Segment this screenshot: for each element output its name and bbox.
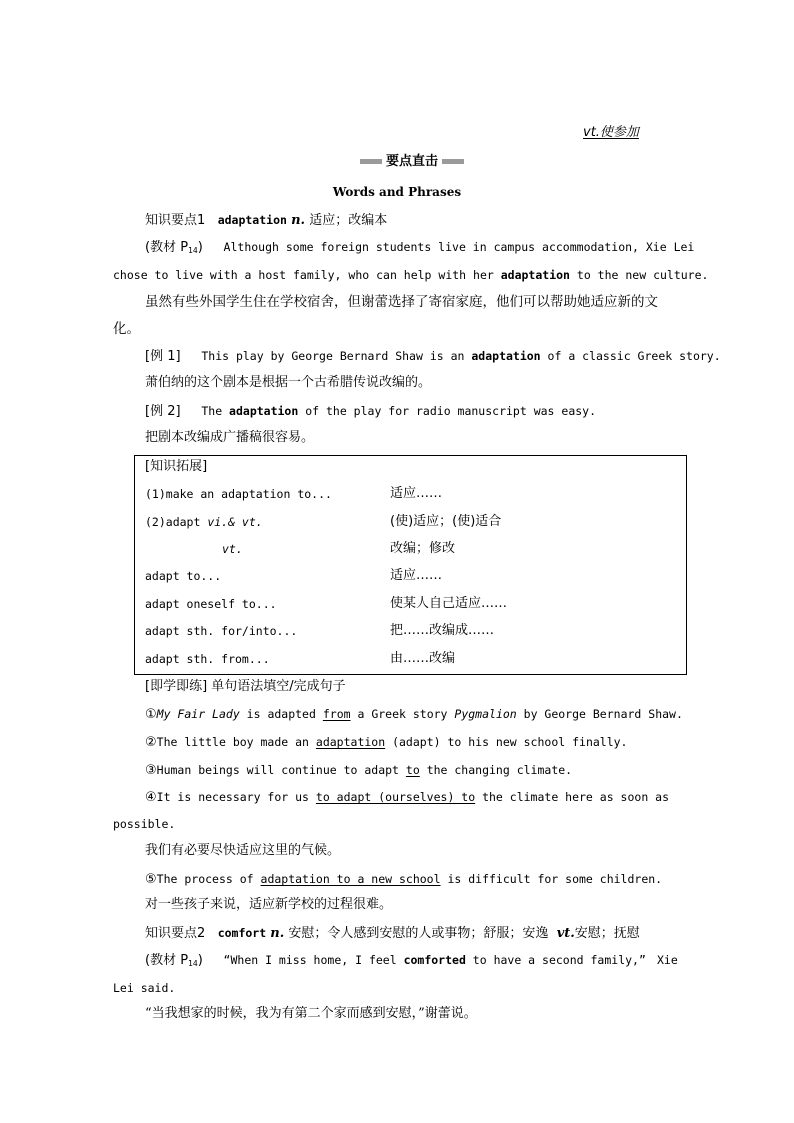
header-note: vt.使参加 [583,125,639,140]
point1-translation-line2: 化。 [113,321,140,337]
point2-translation: “当我想家的时候，我为有第二个家而感到安慰，”谢蕾说。 [145,1006,477,1021]
extension-row-6-cn: 把……改编成…… [390,623,495,638]
practice-q4-line2: possible. [113,817,176,831]
practice-q2: ②The little boy made an adaptation (adapt) to his new school finally. [145,735,628,750]
extension-row-7: adapt sth. from... [145,652,270,666]
section-banner-label: 要点直击 [382,153,442,170]
example2: [例 2] The adaptation of the play for radio manuscript was easy. [145,404,597,419]
point1-heading: 知识要点1 adaptation n. 适应；改编本 [145,213,388,228]
extension-row-5-cn: 使某人自己适应…… [390,596,508,611]
practice-q3: ③Human beings will continue to adapt to the changing climate. [145,763,573,778]
practice-q4-translation: 我们有必要尽快适应这里的气候。 [145,843,341,858]
practice-q4: ④It is necessary for us to adapt (ourselves) to the climate here as soon as [145,790,670,805]
extension-row-2-cn: (使)适应；(使)适合 [390,514,502,529]
point2-source-line1: (教材 $P_{14}$) “When I miss home, I feel comforted to have a second family,” [145,953,646,968]
extension-row-1: (1)make an adaptation to... [145,487,332,501]
extension-row-7-cn: 由……改编 [390,651,456,666]
practice-q5: ⑤The process of adaptation to a new school is difficult for some children. [145,872,663,887]
extension-row-4: adapt to... [145,569,222,583]
extension-row-4-cn: 适应…… [390,568,443,583]
point1-source-line1: (教材 $P_{14}$) Although some foreign students live in campus accommodation, Xie Lei [145,240,695,255]
extension-row-5: adapt oneself to... [145,597,277,611]
example2-translation: 把剧本改编成广播稿很容易。 [145,430,315,445]
extension-row-1-cn: 适应…… [390,486,443,501]
example1-translation: 萧伯纳的这个剧本是根据一个古希腊传说改编的。 [145,375,432,390]
point1-source-line2: chose to live with a host family, who can help with her adaptation to the new culture. [113,268,709,282]
practice-title: [即学即练] 单句语法填空/完成句子 [145,679,346,694]
extension-row-3: vt. [222,542,243,556]
extension-title: [知识拓展] [145,459,208,474]
practice-q1: ①My Fair Lady is adapted from a Greek story Pygmalion by George Bernard Shaw. [145,707,683,722]
point2-heading: 知识要点2 comfort n. 安慰；令人感到安慰的人或事物；舒服；安逸 vt.安慰；抚慰 [145,926,640,941]
practice-q5-translation: 对一些孩子来说，适应新学校的过程很难。 [145,897,393,912]
example1: [例 1] This play by George Bernard Shaw is an adaptation of a classic Greek story. [145,349,721,364]
section-banner [360,153,464,170]
extension-row-2: (2)adapt vi.& vt. [145,515,263,529]
extension-row-6: adapt sth. for/into... [145,624,298,638]
extension-row-3-cn: 改编；修改 [390,541,456,556]
section-title: Words and Phrases [332,185,462,199]
point1-translation-line1: 虽然有些外国学生住在学校宿舍，但谢蕾选择了寄宿家庭，他们可以帮助她适应新的文 [145,294,658,310]
point2-source-line2: Lei said. [113,981,176,995]
point2-source-tail: Xie [657,953,678,967]
